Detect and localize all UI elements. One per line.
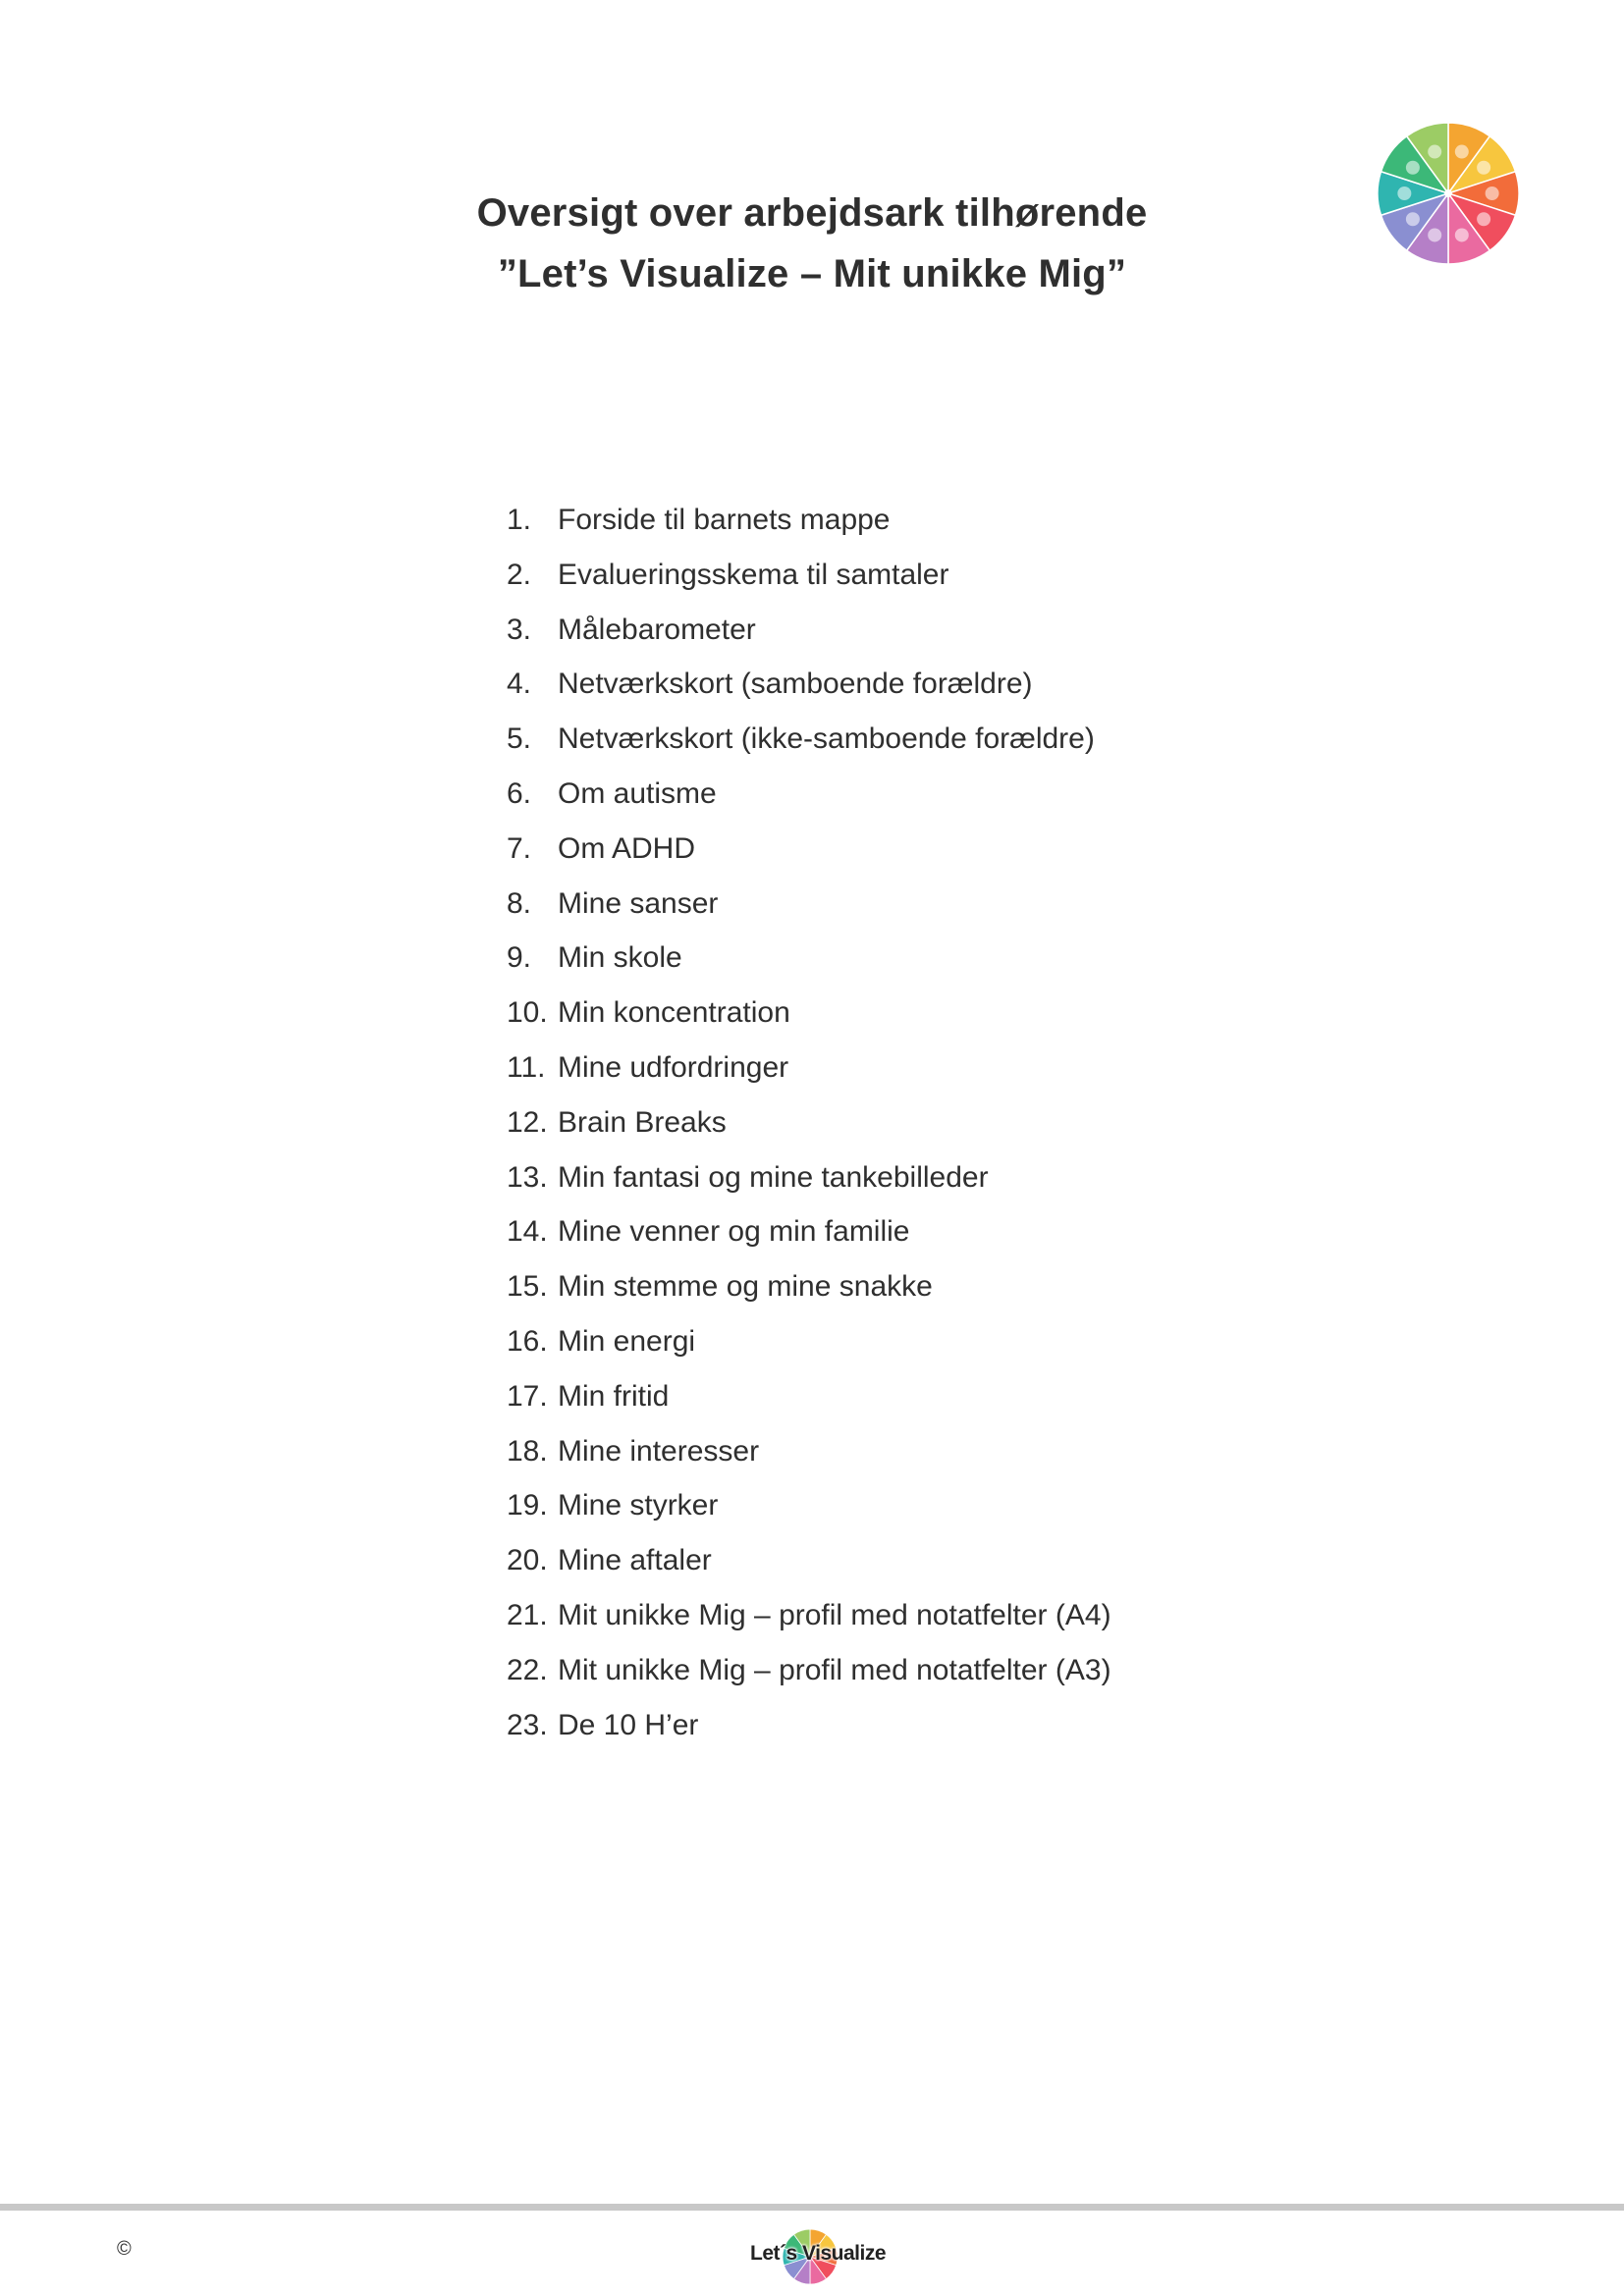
list-item bbox=[507, 1533, 1111, 1588]
list-item bbox=[507, 548, 1111, 603]
list-item-text: Forside til barnets mappe bbox=[558, 504, 891, 536]
list-item-number: 7. bbox=[507, 831, 532, 865]
list-item bbox=[507, 1588, 1111, 1643]
list-item bbox=[507, 822, 1111, 877]
list-item bbox=[507, 767, 1111, 822]
list-item-text: Mine styrker bbox=[558, 1489, 719, 1522]
list-item-text: Mit unikke Mig – profil med notatfelter (A4) bbox=[558, 1598, 1111, 1631]
list-item bbox=[507, 493, 1111, 548]
list-item-number: 5. bbox=[507, 722, 532, 756]
list-item-number: 1. bbox=[507, 504, 532, 536]
list-item-number: 17. bbox=[507, 1379, 548, 1413]
list-item bbox=[507, 1424, 1111, 1479]
wheel-pictogram bbox=[1428, 228, 1441, 241]
list-item-number: 4. bbox=[507, 667, 532, 701]
wheel-pictogram bbox=[1486, 187, 1499, 200]
list-item-number: 18. bbox=[507, 1434, 548, 1468]
list-item-text: Netværkskort (samboende forældre) bbox=[558, 667, 1033, 701]
list-item bbox=[507, 1478, 1111, 1533]
list-item bbox=[507, 931, 1111, 986]
list-item bbox=[507, 1095, 1111, 1150]
list-item-text: Mine venner og min familie bbox=[558, 1215, 910, 1249]
list-item-text: Om ADHD bbox=[558, 831, 696, 865]
list-item-text: Min fritid bbox=[558, 1379, 670, 1413]
list-item-number: 21. bbox=[507, 1598, 548, 1631]
list-item-text: Min fantasi og mine tankebilleder bbox=[558, 1160, 989, 1194]
color-wheel-logo-icon bbox=[1377, 122, 1520, 265]
wheel-pictogram bbox=[1406, 212, 1420, 226]
list-item bbox=[507, 1150, 1111, 1205]
list-item-number: 19. bbox=[507, 1489, 548, 1522]
list-item-number: 16. bbox=[507, 1324, 548, 1358]
list-item-text: Netværkskort (ikke-samboende forældre) bbox=[558, 722, 1095, 756]
list-item-text: Brain Breaks bbox=[558, 1105, 727, 1139]
wheel-pictogram bbox=[1477, 212, 1490, 226]
footer-logo-text: Let´s Visualize bbox=[750, 2242, 887, 2265]
list-item-text: Min stemme og mine snakke bbox=[558, 1270, 933, 1304]
wheel-hub bbox=[1444, 189, 1452, 197]
list-item-text: Min koncentration bbox=[558, 996, 790, 1030]
wheel-pictogram bbox=[1455, 145, 1469, 159]
list-item-number: 9. bbox=[507, 941, 532, 975]
list-item-number: 22. bbox=[507, 1653, 548, 1686]
list-item-text: De 10 H’er bbox=[558, 1708, 699, 1741]
list-item bbox=[507, 877, 1111, 932]
list-item-number: 11. bbox=[507, 1050, 546, 1084]
wheel-pictogram bbox=[1428, 145, 1441, 159]
list-item-number: 13. bbox=[507, 1160, 548, 1194]
list-item bbox=[507, 986, 1111, 1041]
list-item-text: Evalueringsskema til samtaler bbox=[558, 558, 949, 591]
list-item-number: 23. bbox=[507, 1708, 548, 1741]
list-item-number: 3. bbox=[507, 613, 532, 646]
list-item-number: 20. bbox=[507, 1544, 548, 1577]
wheel-pictogram bbox=[1397, 187, 1411, 200]
footer-divider bbox=[0, 2204, 1624, 2211]
list-item-number: 2. bbox=[507, 558, 532, 591]
page-title-line-2: ”Let’s Visualize – Mit unikke Mig” bbox=[497, 252, 1127, 295]
list-item bbox=[507, 603, 1111, 658]
list-item bbox=[507, 712, 1111, 767]
list-item-text: Mit unikke Mig – profil med notatfelter (A3) bbox=[558, 1653, 1111, 1686]
list-item-text: Mine interesser bbox=[558, 1434, 760, 1468]
wheel-pictogram bbox=[1477, 161, 1490, 175]
list-item bbox=[507, 1041, 1111, 1095]
list-item-text: Mine aftaler bbox=[558, 1544, 712, 1577]
list-item bbox=[507, 657, 1111, 712]
list-item-text: Målebarometer bbox=[558, 613, 756, 646]
list-item-number: 14. bbox=[507, 1215, 548, 1249]
wheel-pictogram bbox=[1455, 228, 1469, 241]
list-item bbox=[507, 1643, 1111, 1698]
list-item bbox=[507, 1204, 1111, 1259]
list-item-number: 6. bbox=[507, 776, 532, 810]
list-item-text: Om autisme bbox=[558, 776, 717, 810]
copyright-symbol: © bbox=[117, 2238, 132, 2260]
list-item bbox=[507, 1314, 1111, 1369]
list-item bbox=[507, 1259, 1111, 1314]
list-item-number: 12. bbox=[507, 1105, 548, 1139]
page-title-line-1: Oversigt over arbejdsark tilhørende bbox=[476, 191, 1148, 235]
list-item-text: Mine sanser bbox=[558, 886, 719, 920]
wheel-pictogram bbox=[1406, 161, 1420, 175]
list-item-text: Min energi bbox=[558, 1324, 696, 1358]
list-item-text: Mine udfordringer bbox=[558, 1050, 789, 1084]
footer-logo bbox=[746, 2224, 893, 2283]
list-item-number: 10. bbox=[507, 996, 548, 1030]
worksheet-list bbox=[507, 493, 1111, 1752]
list-item-text: Min skole bbox=[558, 941, 682, 975]
list-item bbox=[507, 1698, 1111, 1753]
list-item-number: 15. bbox=[507, 1270, 548, 1304]
list-item bbox=[507, 1369, 1111, 1424]
list-item-number: 8. bbox=[507, 886, 532, 920]
